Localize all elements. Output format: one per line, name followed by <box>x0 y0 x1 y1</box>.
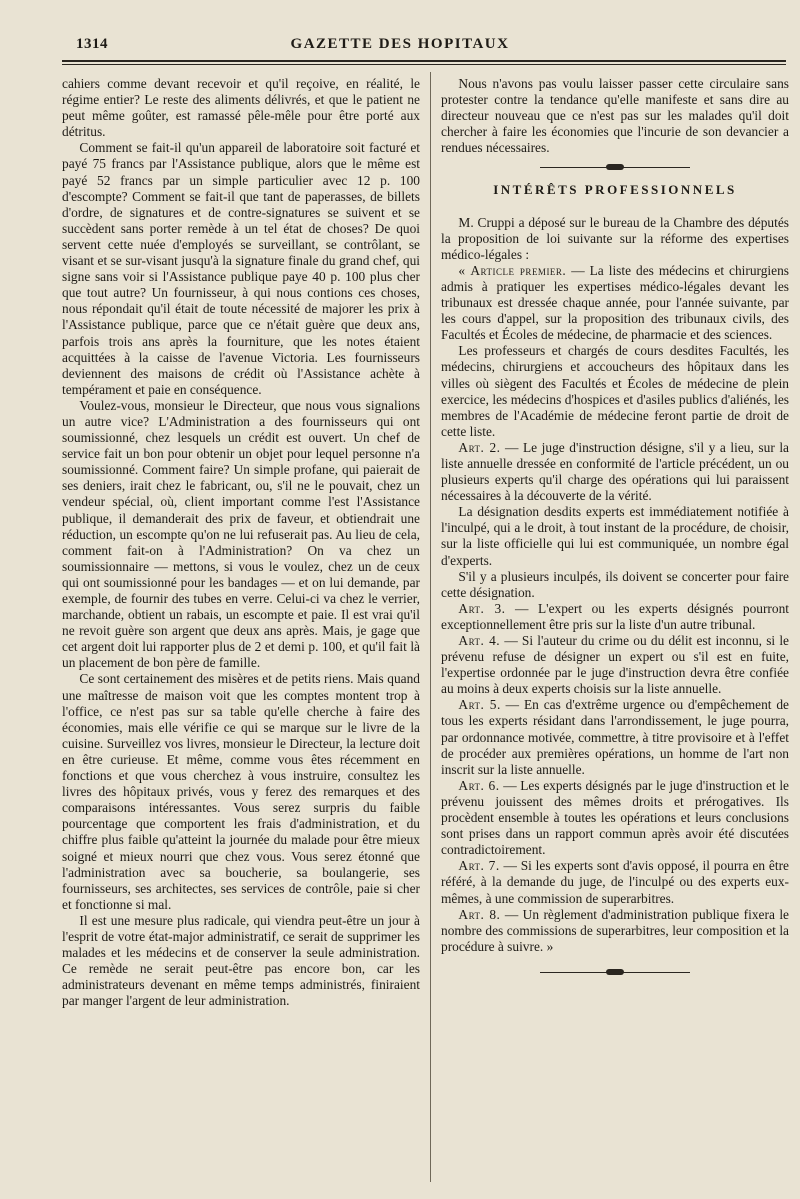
article <box>441 633 789 697</box>
article-text: — En cas d'extrême urgence ou d'empêchement de tous les experts résidant dans l'arrondissement, le juge pourra, par ordonnance motivée, commettre, à titre provisoire et à l'effet de procéder aux premières opérations, un homme de l'art non inscrit sur la liste annuelle. <box>441 697 790 777</box>
article-label: Art. 5. <box>458 697 501 713</box>
paragraph: Ce sont certainement des misères et de petits riens. Mais quand une maîtresse de maison voit que les comptes montent trop à l'office, ce n'est pas sur sa table qu'elle cherche à faire des économies, mais elle vérifie ce qui se marque sur le livre de la cuisine. Surveillez vos livres, monsieur le Directeur, la lecture doit en être curieuse. Et même, comme vous êtes récemment en fonctions et que vous cherchez à vous instruire, consultez les livres des hôpitaux privés, vous y ferez des remarques et des comparaisons intéressantes. Vous serez surpris du faible pourcentage que comportent les frais d'administration, et du chiffre plus faible qu'atteint la journée du malade pour être mieux soigné et mieux nourri que chez vous. Vous serez étonné que l'administration avec sa boucherie, sa boulangerie, ses fournisseurs, ses architectes, ses services de contrôle, paie si cher et fonctionne si mal. <box>62 671 420 912</box>
article-label: Art. 7. <box>458 858 500 874</box>
left-column <box>62 76 420 1009</box>
article-text: — Un règlement d'administration publique fixera le nombre des commissions de superarbitres, leur composition et la procédure à suivre. » <box>441 906 789 954</box>
journal-title: GAZETTE DES HOPITAUX <box>290 36 510 52</box>
article-text: — Les experts désignés par le juge d'instruction et le prévenu jouissent des mêmes droits et prérogatives. Ils procèdent ensemble à toutes les opérations et leurs conclusions sont prises dans un rapport commun après avoir été discutées contradictoirement. <box>441 777 790 858</box>
article-text: — L'expert ou les experts désignés pourront exceptionnellement être pris sur la liste d'un autre tribunal. <box>441 600 789 632</box>
article <box>441 697 789 777</box>
article <box>441 263 789 343</box>
page-number: 1314 <box>76 36 108 52</box>
intro-paragraph: Nous n'avons pas voulu laisser passer cette circulaire sans protester contre la tendance qu'elle manifeste et sans dire au directeur nouveau que ce n'est pas sur les malades qu'il doit chercher à faire les économies que l'incurie de son devancier a rendues nécessaires. <box>441 76 789 156</box>
page-header <box>0 30 800 58</box>
article-text: — Si l'auteur du crime ou du délit est inconnu, si le prévenu refuse de désigner un expert ou s'il est en fuite, l'expertise ordonnée par le juge d'instruction devra être confiée au moins à deux experts choisis sur la liste annuelle. <box>441 633 789 697</box>
column-divider <box>430 72 431 1182</box>
article <box>441 907 789 955</box>
article-text: — La liste des médecins et chirurgiens admis à pratiquer les expertises médico-légales devant les tribunaux est dressée chaque année, pour l'année suivante, par les cours d'appel, sur la proposition des tribunaux civils, des Facultés et Écoles de médecine, de pharmacie et des sciences. <box>441 262 790 343</box>
article <box>441 440 789 504</box>
section-title: INTÉRÊTS PROFESSIONNELS <box>493 182 737 198</box>
paragraph: Voulez-vous, monsieur le Directeur, que nous vous signalions un autre vice? L'Administration a des fournisseurs qui ont soumissionné, chez lesquels un crédit est ouvert. Un chef de service fait un bon pour obtenir un objet pour lequel personne n'a soumissionné. Comment faire? Un simple profane, qui paierait de ses deniers, irait chez le fabricant, ou, s'il ne le pouvait, chez un vendeur spécial, où, client important comme l'est l'Assistance publique, il demanderait des prix de faveur, et obtiendrait une réduction, un escompte qu'on ne lui refuserait pas. Au lieu de cela, comment fait-on à l'Administration? On va chez un soumissionnaire — mettons, si vous le voulez, chez un de ceux qui ont soumissionné pour les bandages — et on lui demande, par exemple, de fournir des tubes en verre. Celui-ci va chez le verrier, marchande, obtient un rabais, un escompte et paie. Il est vrai qu'il ne revoit guère son argent que deux ans après. Mais, je gage que cet argent doit lui rapporter plus de 2 et demi p. 100, et qu'il fait là un placement de bon père de famille. <box>62 397 420 671</box>
right-column <box>441 76 789 983</box>
paragraph: cahiers comme devant recevoir et qu'il reçoive, en réalité, le régime entier? Le reste des aliments délivrés, et que le patient ne peut même goûter, est ramassé pêle-mêle pour être porté aux détritus. <box>62 76 420 140</box>
header-rule <box>62 60 786 62</box>
article-label: Art. 4. <box>458 633 501 648</box>
article-continuation: Les professeurs et chargés de cours desdites Facultés, les médecins, chirurgiens et accoucheurs des hôpitaux dans les villes où siègent des Facultés et Écoles de médecine de plein exercice, les médecins d'hospices et d'asiles publics d'aliénés, les membres de l'Académie de médecine feront partie de droit de cette liste. <box>441 343 789 439</box>
article-label: Art. 6. <box>458 777 500 793</box>
article <box>441 778 789 858</box>
end-ornament <box>540 967 690 977</box>
paragraph: Comment se fait-il qu'un appareil de laboratoire soit facturé et payé 75 francs par l'Assistance publique, alors que le même est payé 52 francs par un simple particulier avec 12 p. 100 d'escompte? Comment se fait-il que tant de paperasses, de billets d'ordre, de signatures et de contre-signatures se suivent et se succèdent sans porter remède à un tel état de choses? De quoi servent cette nuée d'employés se surveillant, se contrôlant, se visant et se sur-visant jusqu'à la signature finale du grand chef, qui signe sans voir si l'Assistance publique paye 40 p. 100 plus cher que tout autre? Un fournisseur, à qui nous contions ces choses, nous répondait qu'il était de toute nécessité de majorer les prix à l'Assistance publique, parce que ce n'était guère que deux ans, parfois trois ans après la fourniture, que les notes étaient acquittées à la caisse de l'avenue Victoria. Les fournisseurs deviennent des maisons de crédit où l'Assistance achète à tempérament et paie en conséquence. <box>62 140 420 397</box>
lead-paragraph: M. Cruppi a déposé sur le bureau de la Chambre des députés la proposition de loi suivante sur la réforme des expertises médico-légales : <box>441 214 789 262</box>
article-continuation: S'il y a plusieurs inculpés, ils doivent se concerter pour faire cette désignation. <box>441 568 789 600</box>
article-label: Art. 2. <box>458 439 501 455</box>
separator-ornament <box>540 162 690 172</box>
article <box>441 858 789 906</box>
article <box>441 601 789 633</box>
article-text: — Si les experts sont d'avis opposé, il pourra en être référé, à la demande du juge, de l'inculpé ou des experts eux-mêmes, à une commission de superarbitres. <box>441 858 789 906</box>
article-label: « Article premier. <box>458 262 567 278</box>
paragraph: Il est une mesure plus radicale, qui viendra peut-être un jour à l'esprit de votre état-major administratif, ce serait de supprimer les malades et les médecins et de conserver la seule administration. Ce remède ne serait peut-être pas encore bon, car les administrateurs devenant en même temps administrés, finiraient par manger l'argent de leur administration. <box>62 912 420 1009</box>
article-label: Art. 8. <box>458 906 501 922</box>
article-label: Art. 3. <box>458 600 506 616</box>
article-continuation: La désignation desdits experts est immédiatement notifiée à l'inculpé, qui a le droit, à tout instant de la procédure, de choisir, sur la liste officielle qui lui est communiquée, un nombre égal d'experts. <box>441 504 789 568</box>
article-text: — Le juge d'instruction désigne, s'il y a lieu, sur la liste annuelle dressée en conformité de l'article précédent, un ou plusieurs experts qu'il charge des opérations qui lui paraissent nécessaires à la découverte de la vérité. <box>441 439 789 504</box>
header-rule-thin <box>62 64 786 65</box>
